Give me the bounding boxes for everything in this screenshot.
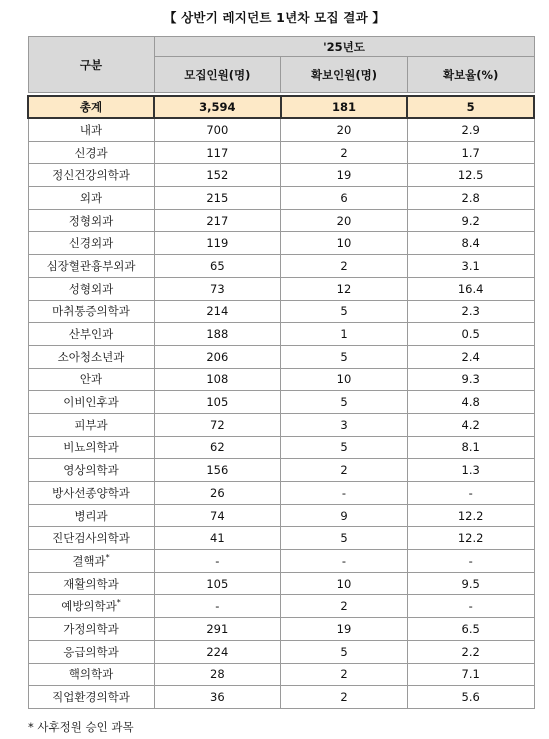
table-row bbox=[28, 118, 534, 141]
department-label bbox=[28, 459, 154, 482]
department-label bbox=[28, 686, 154, 709]
recruit-cell bbox=[154, 164, 281, 187]
total-recruit: 3,594 bbox=[154, 96, 281, 118]
table-row bbox=[28, 527, 534, 550]
rate-cell bbox=[407, 572, 534, 595]
secured-cell-text: 2 bbox=[340, 690, 348, 705]
rate-cell bbox=[407, 141, 534, 164]
rate-cell-text: 2.2 bbox=[461, 644, 480, 659]
secured-cell bbox=[281, 527, 408, 550]
secured-cell-text: - bbox=[341, 485, 347, 500]
recruit-cell-text: 156 bbox=[206, 463, 229, 478]
secured-cell-text: - bbox=[341, 553, 347, 568]
secured-cell-text: 2 bbox=[340, 599, 348, 614]
table-row bbox=[28, 187, 534, 210]
department-label-text: 신경외과 bbox=[68, 236, 114, 251]
footnote: * 사후정원 승인 과목 bbox=[28, 720, 134, 734]
header-category: 구분 bbox=[28, 37, 154, 93]
department-label-text: 신경과 bbox=[74, 145, 108, 160]
recruit-cell-text: - bbox=[215, 599, 220, 614]
rate-cell bbox=[407, 118, 534, 141]
secured-cell bbox=[281, 391, 408, 414]
recruit-cell-text: 215 bbox=[206, 190, 229, 205]
department-label bbox=[28, 504, 154, 527]
department-label-text: 정신건강의학과 bbox=[52, 168, 130, 183]
recruit-cell-text: - bbox=[215, 553, 220, 568]
recruit-cell bbox=[154, 413, 281, 436]
secured-cell-text: 5 bbox=[340, 440, 348, 455]
table-row bbox=[28, 618, 534, 641]
department-label bbox=[28, 209, 154, 232]
department-label-text: 심장혈관흉부외과 bbox=[46, 258, 136, 273]
rate-cell-text: 9.5 bbox=[461, 576, 480, 591]
recruit-cell bbox=[154, 550, 281, 573]
table-row bbox=[28, 345, 534, 368]
recruit-cell-text: 65 bbox=[210, 258, 225, 273]
department-label bbox=[28, 368, 154, 391]
table-row bbox=[28, 391, 534, 414]
rate-cell bbox=[407, 368, 534, 391]
secured-cell-text: 2 bbox=[340, 667, 348, 682]
table-row bbox=[28, 255, 534, 278]
rate-cell bbox=[407, 323, 534, 346]
secured-cell bbox=[281, 300, 408, 323]
secured-cell-text: 9 bbox=[340, 508, 348, 523]
rate-cell-text: 0.5 bbox=[461, 327, 480, 342]
department-label-text: 마취통증의학과 bbox=[52, 304, 130, 319]
rate-cell-text: 12.2 bbox=[457, 508, 484, 523]
secured-cell-text: 5 bbox=[340, 531, 348, 546]
recruit-cell bbox=[154, 277, 281, 300]
department-label bbox=[28, 345, 154, 368]
rate-cell bbox=[407, 640, 534, 663]
header-recruit: 모집인원(명) bbox=[154, 57, 281, 93]
table-row bbox=[28, 572, 534, 595]
secured-cell bbox=[281, 277, 408, 300]
recruit-cell-text: 105 bbox=[206, 395, 229, 410]
table-row bbox=[28, 413, 534, 436]
rate-cell-text: - bbox=[468, 599, 473, 614]
recruit-cell bbox=[154, 640, 281, 663]
department-label-text: 산부인과 bbox=[68, 327, 114, 342]
recruit-cell-text: 217 bbox=[206, 213, 229, 228]
secured-cell bbox=[281, 413, 408, 436]
department-label bbox=[28, 436, 154, 459]
secured-cell bbox=[281, 345, 408, 368]
table-row bbox=[28, 164, 534, 187]
department-label bbox=[28, 550, 154, 573]
rate-cell bbox=[407, 413, 534, 436]
rate-cell-text: 2.9 bbox=[461, 122, 480, 137]
table-row bbox=[28, 141, 534, 164]
secured-cell bbox=[281, 232, 408, 255]
department-label bbox=[28, 187, 154, 210]
department-label-text: 병리과 bbox=[74, 508, 108, 523]
rate-cell-text: 2.8 bbox=[461, 190, 480, 205]
rate-cell-text: - bbox=[468, 553, 473, 568]
secured-cell-text: 10 bbox=[336, 236, 352, 251]
recruit-cell bbox=[154, 663, 281, 686]
recruit-cell-text: 26 bbox=[210, 485, 225, 500]
department-label-text: 진단검사의학과 bbox=[52, 531, 130, 546]
recruit-cell-text: 291 bbox=[206, 621, 229, 636]
recruit-cell-text: 36 bbox=[210, 690, 225, 705]
department-label bbox=[28, 300, 154, 323]
total-secured: 181 bbox=[281, 96, 408, 118]
recruit-cell bbox=[154, 345, 281, 368]
table-row bbox=[28, 482, 534, 505]
table-row bbox=[28, 300, 534, 323]
secured-cell bbox=[281, 141, 408, 164]
department-label bbox=[28, 255, 154, 278]
recruit-cell bbox=[154, 482, 281, 505]
secured-cell bbox=[281, 209, 408, 232]
department-label bbox=[28, 618, 154, 641]
rate-cell-text: 5.6 bbox=[461, 690, 480, 705]
department-label-text: 예방의학과 bbox=[61, 599, 117, 614]
rate-cell-text: 1.3 bbox=[461, 463, 480, 478]
rate-cell-text: 1.7 bbox=[461, 145, 480, 160]
secured-cell-text: 2 bbox=[340, 145, 348, 160]
secured-cell-text: 10 bbox=[336, 576, 352, 591]
recruit-cell bbox=[154, 300, 281, 323]
department-label bbox=[28, 141, 154, 164]
recruit-cell bbox=[154, 504, 281, 527]
recruit-cell-text: 119 bbox=[206, 236, 229, 251]
rate-cell bbox=[407, 255, 534, 278]
secured-cell bbox=[281, 459, 408, 482]
department-label-text: 외과 bbox=[79, 190, 103, 205]
table-row bbox=[28, 504, 534, 527]
header-year: '25년도 bbox=[154, 37, 534, 57]
department-label-text: 직업환경의학과 bbox=[52, 690, 130, 705]
department-label bbox=[28, 640, 154, 663]
secured-cell bbox=[281, 164, 408, 187]
table-row bbox=[28, 595, 534, 618]
recruit-cell bbox=[154, 323, 281, 346]
rate-cell-text: 12.2 bbox=[457, 531, 484, 546]
recruit-cell bbox=[154, 686, 281, 709]
rate-cell bbox=[407, 595, 534, 618]
department-label bbox=[28, 595, 154, 618]
rate-cell-text: 2.4 bbox=[461, 349, 480, 364]
table-row bbox=[28, 459, 534, 482]
secured-cell-text: 3 bbox=[340, 417, 348, 432]
rate-cell-text: 9.3 bbox=[461, 372, 480, 387]
recruit-cell-text: 105 bbox=[206, 576, 229, 591]
recruit-cell bbox=[154, 187, 281, 210]
table-row bbox=[28, 368, 534, 391]
total-rate: 5 bbox=[407, 96, 534, 118]
department-label bbox=[28, 232, 154, 255]
recruit-cell bbox=[154, 595, 281, 618]
recruit-cell bbox=[154, 368, 281, 391]
recruit-cell bbox=[154, 572, 281, 595]
secured-cell bbox=[281, 572, 408, 595]
recruit-cell-text: 28 bbox=[210, 667, 225, 682]
secured-cell bbox=[281, 436, 408, 459]
department-label bbox=[28, 482, 154, 505]
secured-cell-text: 19 bbox=[336, 621, 352, 636]
secured-cell bbox=[281, 550, 408, 573]
recruit-cell-text: 73 bbox=[210, 281, 225, 296]
secured-cell bbox=[281, 255, 408, 278]
secured-cell-text: 5 bbox=[340, 349, 348, 364]
rate-cell-text: 16.4 bbox=[457, 281, 484, 296]
table-row bbox=[28, 232, 534, 255]
table-row bbox=[28, 686, 534, 709]
department-label-text: 안과 bbox=[79, 372, 103, 387]
table-row bbox=[28, 550, 534, 573]
header-secured: 확보인원(명) bbox=[281, 57, 408, 93]
secured-cell-text: 6 bbox=[340, 190, 348, 205]
rate-cell bbox=[407, 527, 534, 550]
rate-cell-text: 3.1 bbox=[461, 258, 480, 273]
rate-cell bbox=[407, 164, 534, 187]
recruit-cell-text: 62 bbox=[210, 440, 225, 455]
department-label-text: 내과 bbox=[79, 122, 103, 137]
department-label-text: 응급의학과 bbox=[63, 644, 119, 659]
recruit-cell bbox=[154, 459, 281, 482]
footnote-mark: * bbox=[116, 598, 121, 608]
secured-cell bbox=[281, 482, 408, 505]
department-label-text: 성형외과 bbox=[68, 281, 114, 296]
header-rate: 확보율(%) bbox=[407, 57, 534, 93]
recruit-cell bbox=[154, 118, 281, 141]
rate-cell-text: - bbox=[468, 485, 473, 500]
recruit-cell bbox=[154, 436, 281, 459]
recruit-cell bbox=[154, 209, 281, 232]
department-label bbox=[28, 118, 154, 141]
recruit-cell-text: 206 bbox=[206, 349, 229, 364]
secured-cell-text: 2 bbox=[340, 463, 348, 478]
secured-cell bbox=[281, 663, 408, 686]
recruit-cell-text: 117 bbox=[206, 145, 229, 160]
secured-cell-text: 1 bbox=[340, 327, 348, 342]
recruit-cell-text: 214 bbox=[206, 304, 229, 319]
department-label-text: 정형외과 bbox=[68, 213, 114, 228]
rate-cell bbox=[407, 459, 534, 482]
secured-cell-text: 5 bbox=[340, 395, 348, 410]
recruitment-results-table bbox=[27, 36, 535, 709]
department-label-text: 방사선종양학과 bbox=[52, 485, 130, 500]
recruit-cell-text: 74 bbox=[210, 508, 225, 523]
department-label-text: 재활의학과 bbox=[63, 576, 119, 591]
page-title: 【 상반기 레지던트 1년차 모집 결과 】 bbox=[163, 10, 386, 25]
department-label-text: 이비인후과 bbox=[63, 395, 119, 410]
secured-cell-text: 19 bbox=[336, 168, 352, 183]
table-row bbox=[28, 663, 534, 686]
recruit-cell-text: 72 bbox=[210, 417, 225, 432]
table-row bbox=[28, 640, 534, 663]
rate-cell bbox=[407, 391, 534, 414]
table-row bbox=[28, 277, 534, 300]
rate-cell bbox=[407, 618, 534, 641]
rate-cell bbox=[407, 232, 534, 255]
rate-cell-text: 12.5 bbox=[457, 168, 484, 183]
rate-cell-text: 4.8 bbox=[461, 395, 480, 410]
secured-cell bbox=[281, 618, 408, 641]
department-label-text: 비뇨의학과 bbox=[63, 440, 119, 455]
rate-cell-text: 7.1 bbox=[461, 667, 480, 682]
secured-cell bbox=[281, 640, 408, 663]
secured-cell bbox=[281, 686, 408, 709]
rate-cell bbox=[407, 300, 534, 323]
rate-cell bbox=[407, 504, 534, 527]
rate-cell bbox=[407, 663, 534, 686]
secured-cell bbox=[281, 187, 408, 210]
department-label bbox=[28, 663, 154, 686]
rate-cell-text: 4.2 bbox=[461, 417, 480, 432]
rate-cell bbox=[407, 686, 534, 709]
department-label-text: 영상의학과 bbox=[63, 463, 119, 478]
secured-cell-text: 12 bbox=[336, 281, 352, 296]
secured-cell bbox=[281, 595, 408, 618]
recruit-cell-text: 224 bbox=[206, 644, 229, 659]
department-label-text: 핵의학과 bbox=[68, 667, 114, 682]
secured-cell-text: 20 bbox=[336, 213, 352, 228]
secured-cell-text: 2 bbox=[340, 258, 348, 273]
department-label bbox=[28, 413, 154, 436]
secured-cell-text: 10 bbox=[336, 372, 352, 387]
table-row bbox=[28, 436, 534, 459]
department-label-text: 결핵과 bbox=[72, 553, 106, 568]
department-label bbox=[28, 527, 154, 550]
recruit-cell bbox=[154, 141, 281, 164]
recruit-cell-text: 108 bbox=[206, 372, 229, 387]
department-label bbox=[28, 323, 154, 346]
rate-cell-text: 6.5 bbox=[461, 621, 480, 636]
secured-cell bbox=[281, 504, 408, 527]
recruit-cell bbox=[154, 255, 281, 278]
department-label bbox=[28, 164, 154, 187]
recruit-cell-text: 188 bbox=[206, 327, 229, 342]
table-row bbox=[28, 323, 534, 346]
rate-cell bbox=[407, 277, 534, 300]
secured-cell-text: 5 bbox=[340, 644, 348, 659]
footnote-mark: * bbox=[105, 553, 110, 563]
rate-cell bbox=[407, 209, 534, 232]
department-label bbox=[28, 572, 154, 595]
department-label bbox=[28, 277, 154, 300]
recruit-cell-text: 700 bbox=[206, 122, 229, 137]
rate-cell bbox=[407, 436, 534, 459]
secured-cell bbox=[281, 323, 408, 346]
rate-cell bbox=[407, 345, 534, 368]
department-label bbox=[28, 391, 154, 414]
recruit-cell-text: 41 bbox=[210, 531, 225, 546]
total-row bbox=[28, 96, 534, 118]
rate-cell bbox=[407, 187, 534, 210]
secured-cell-text: 20 bbox=[336, 122, 352, 137]
rate-cell bbox=[407, 482, 534, 505]
secured-cell-text: 5 bbox=[340, 304, 348, 319]
recruit-cell bbox=[154, 232, 281, 255]
rate-cell-text: 8.1 bbox=[461, 440, 480, 455]
recruit-cell bbox=[154, 618, 281, 641]
table-row bbox=[28, 209, 534, 232]
rate-cell-text: 2.3 bbox=[461, 304, 480, 319]
department-label-text: 소아청소년과 bbox=[57, 349, 125, 364]
rate-cell-text: 9.2 bbox=[461, 213, 480, 228]
secured-cell bbox=[281, 368, 408, 391]
recruit-cell bbox=[154, 391, 281, 414]
rate-cell bbox=[407, 550, 534, 573]
rate-cell-text: 8.4 bbox=[461, 236, 480, 251]
recruit-cell-text: 152 bbox=[206, 168, 229, 183]
secured-cell bbox=[281, 118, 408, 141]
recruit-cell bbox=[154, 527, 281, 550]
total-label: 총계 bbox=[28, 96, 154, 118]
department-label-text: 가정의학과 bbox=[63, 621, 119, 636]
department-label-text: 피부과 bbox=[74, 417, 108, 432]
